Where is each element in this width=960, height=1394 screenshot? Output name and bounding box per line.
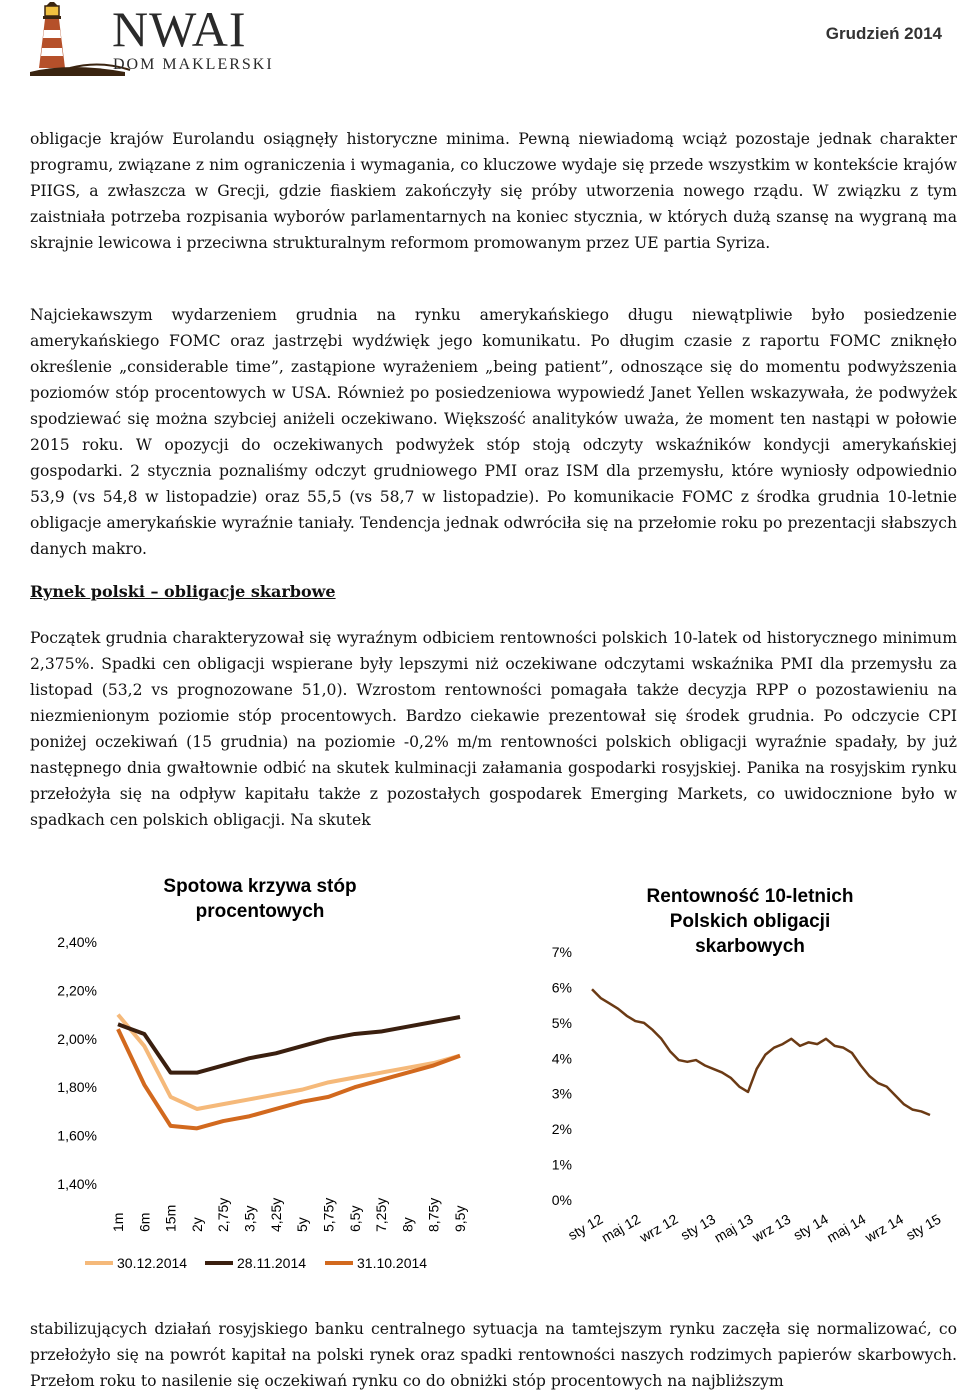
logo-name: NWAI xyxy=(112,1,247,57)
paragraph-continued: stabilizujących działań rosyjskiego banku centralnego sytuacja na tamtejszym rynku zaczęła się normalizować, co przełożyło się na powrót kapitał na polski rynek oraz spadki rentowności naszych rodzimych papierów skarbowych. Przełom roku to nasilenie się oczekiwań rynku co do obniżki stóp procentowych na najbliższym xyxy=(30,1320,957,1390)
x-tick-label: maj 13 xyxy=(711,1210,756,1246)
x-tick-label: 1m xyxy=(110,1212,126,1232)
y-tick-label: 1,80% xyxy=(57,1079,97,1096)
x-tick-label: wrz 13 xyxy=(749,1210,794,1246)
page-header xyxy=(0,0,960,80)
x-tick-label: 8y xyxy=(399,1217,416,1232)
spot-curve-chart xyxy=(30,862,480,1282)
x-tick-label: 9,5y xyxy=(452,1205,468,1232)
y-tick-label: 2,00% xyxy=(57,1030,97,1047)
series-line xyxy=(118,1015,460,1109)
report-date: Grudzień 2014 xyxy=(825,24,942,43)
x-tick-label: sty 14 xyxy=(790,1210,831,1244)
x-tick-label: 5y xyxy=(294,1217,311,1232)
legend-label: 28.11.2014 xyxy=(237,1255,307,1271)
chart-title: Rentowność 10-letnich xyxy=(646,886,854,907)
x-tick-label: sty 15 xyxy=(903,1210,944,1244)
paragraph-polish-market: Początek grudnia charakteryzował się wyraźnym odbiciem rentowności polskich 10-latek od historycznego minimum 2,375%. Spadki cen obligacji wspierane były lepszymi niż oczekiwane odczytami wskaźnika PMI dla przemysłu za listopad (53,2 vs prognozowane 51,0). Wzrostom rentowności pomagała także decyzja RPP o pozostawieniu na niezmienionym poziomie stóp procentowych. Bardzo ciekawie prezentował się środek grudnia. Po odczycie CPI poniżej oczekiwań (15 grudnia) na poziomie -0,2% m/m rentowności polskich obligacji wyraźnie spadały, by już następnego dnia gwałtownie odbić na skutek kulminacji załamania gospodarki rosyjskiej. Panika na rosyjskim rynku przełożyła się na odpływ kapitału także z pozostałych gospodarek Emerging Markets, co uwidocznione było w spadkach cen polskich obligacji. Na skutek xyxy=(30,629,957,829)
logo-subtitle: DOM MAKLERSKI xyxy=(113,56,274,73)
x-tick-label: 2y xyxy=(188,1217,205,1232)
x-tick-label: 5,75y xyxy=(320,1197,337,1232)
x-tick-label: maj 14 xyxy=(823,1210,869,1246)
x-tick-label: sty 12 xyxy=(565,1210,606,1244)
x-tick-label: 6,5y xyxy=(346,1205,363,1232)
x-tick-label: 7,25y xyxy=(373,1197,390,1232)
y-tick-label: 7% xyxy=(551,944,572,960)
x-tick-label: 2,75y xyxy=(215,1197,232,1232)
y-tick-label: 3% xyxy=(551,1085,572,1102)
paragraph-us-market: Najciekawszym wydarzeniem grudnia na rynku amerykańskiego długu niewątpliwie było posiedzenie amerykańskiego FOMC oraz jastrzębi wydźwięk jego komunikatu. Po długim czasie z raportu FOMC zniknęło określenie „considerable time”, zastąpione wyrażeniem „being patient”, odnoszące się do momentu podwyższenia poziomów stóp procentowych w USA. Również po posiedzeniowa wypowiedź Janet Yellen wskazywała, że podwyżek spodziewać się można szybciej aniżeli oczekiwano. Większość analityków uważa, że moment ten nastąpi w połowie 2015 roku. W opozycji do oczekiwanych podwyżek stóp stoją odczyty wskaźników kondycji amerykańskiej gospodarki. 2 stycznia poznaliśmy odczyt grudniowego PMI oraz ISM dla przemysłu, które wyniosły odpowiednio 53,9 (vs 54,8 w listopadzie) oraz 55,5 (vs 58,7 w listopadzie). Po komunikacie FOMC z środka grudnia 10-letnie obligacje amerykańskie wyraźnie taniały. Tendencja jednak odwróciła się na przełomie roku po prezentacji słabszych danych makro. xyxy=(30,306,957,558)
y-tick-label: 2,40% xyxy=(57,934,97,950)
legend-label: 31.10.2014 xyxy=(357,1255,428,1271)
series-line xyxy=(118,1017,460,1073)
x-tick-label: 15m xyxy=(162,1204,179,1232)
x-tick-label: 4,25y xyxy=(267,1197,284,1232)
y-tick-label: 5% xyxy=(551,1014,572,1031)
y-tick-label: 1,60% xyxy=(57,1127,97,1144)
x-tick-label: 6m xyxy=(136,1212,153,1232)
x-tick-label: maj 12 xyxy=(598,1210,644,1246)
chart-title: skarbowych xyxy=(695,936,805,957)
y-tick-label: 1% xyxy=(551,1156,572,1173)
paragraph-eurozone: obligacje krajów Eurolandu osiągnęły historyczne minima. Pewną niewiadomą wciąż pozostaje jednak charakter programu, związane z nim ograniczenia i wymagania, co kluczowe wydaje się przede wszystkim w kontekście krajów PIIGS, a zwłaszcza w Grecji, gdzie fiaskiem zakończyły się próby utworzenia nowego rządu. W związku z tym zaistniała potrzeba rozpisania wyborów parlamentarnych na koniec stycznia, w których dużą szansę na wygraną ma skrajnie lewicowa i przeciwna strukturalnym reformom promowanym przez UE partia Syriza. xyxy=(30,130,957,252)
y-tick-label: 6% xyxy=(551,979,572,996)
chart-title: Spotowa krzywa stóp xyxy=(163,876,357,897)
pl-10y-yield-chart xyxy=(530,872,950,1272)
series-line xyxy=(592,989,930,1115)
chart-title: procentowych xyxy=(195,901,325,922)
x-tick-label: sty 13 xyxy=(677,1210,719,1244)
series-line xyxy=(118,1029,460,1128)
y-tick-label: 2% xyxy=(551,1121,572,1138)
x-tick-label: 8,75y xyxy=(425,1197,442,1232)
x-tick-label: wrz 14 xyxy=(862,1210,906,1246)
x-tick-label: wrz 12 xyxy=(636,1210,681,1246)
y-tick-label: 0% xyxy=(551,1192,572,1208)
legend-label: 30.12.2014 xyxy=(117,1255,188,1271)
y-tick-label: 4% xyxy=(551,1050,572,1067)
x-tick-label: 3,5y xyxy=(241,1205,258,1232)
y-tick-label: 1,40% xyxy=(57,1176,97,1192)
chart-title: Polskich obligacji xyxy=(669,911,831,932)
y-tick-label: 2,20% xyxy=(57,982,97,999)
section-heading: Rynek polski – obligacje skarbowe xyxy=(30,582,336,601)
